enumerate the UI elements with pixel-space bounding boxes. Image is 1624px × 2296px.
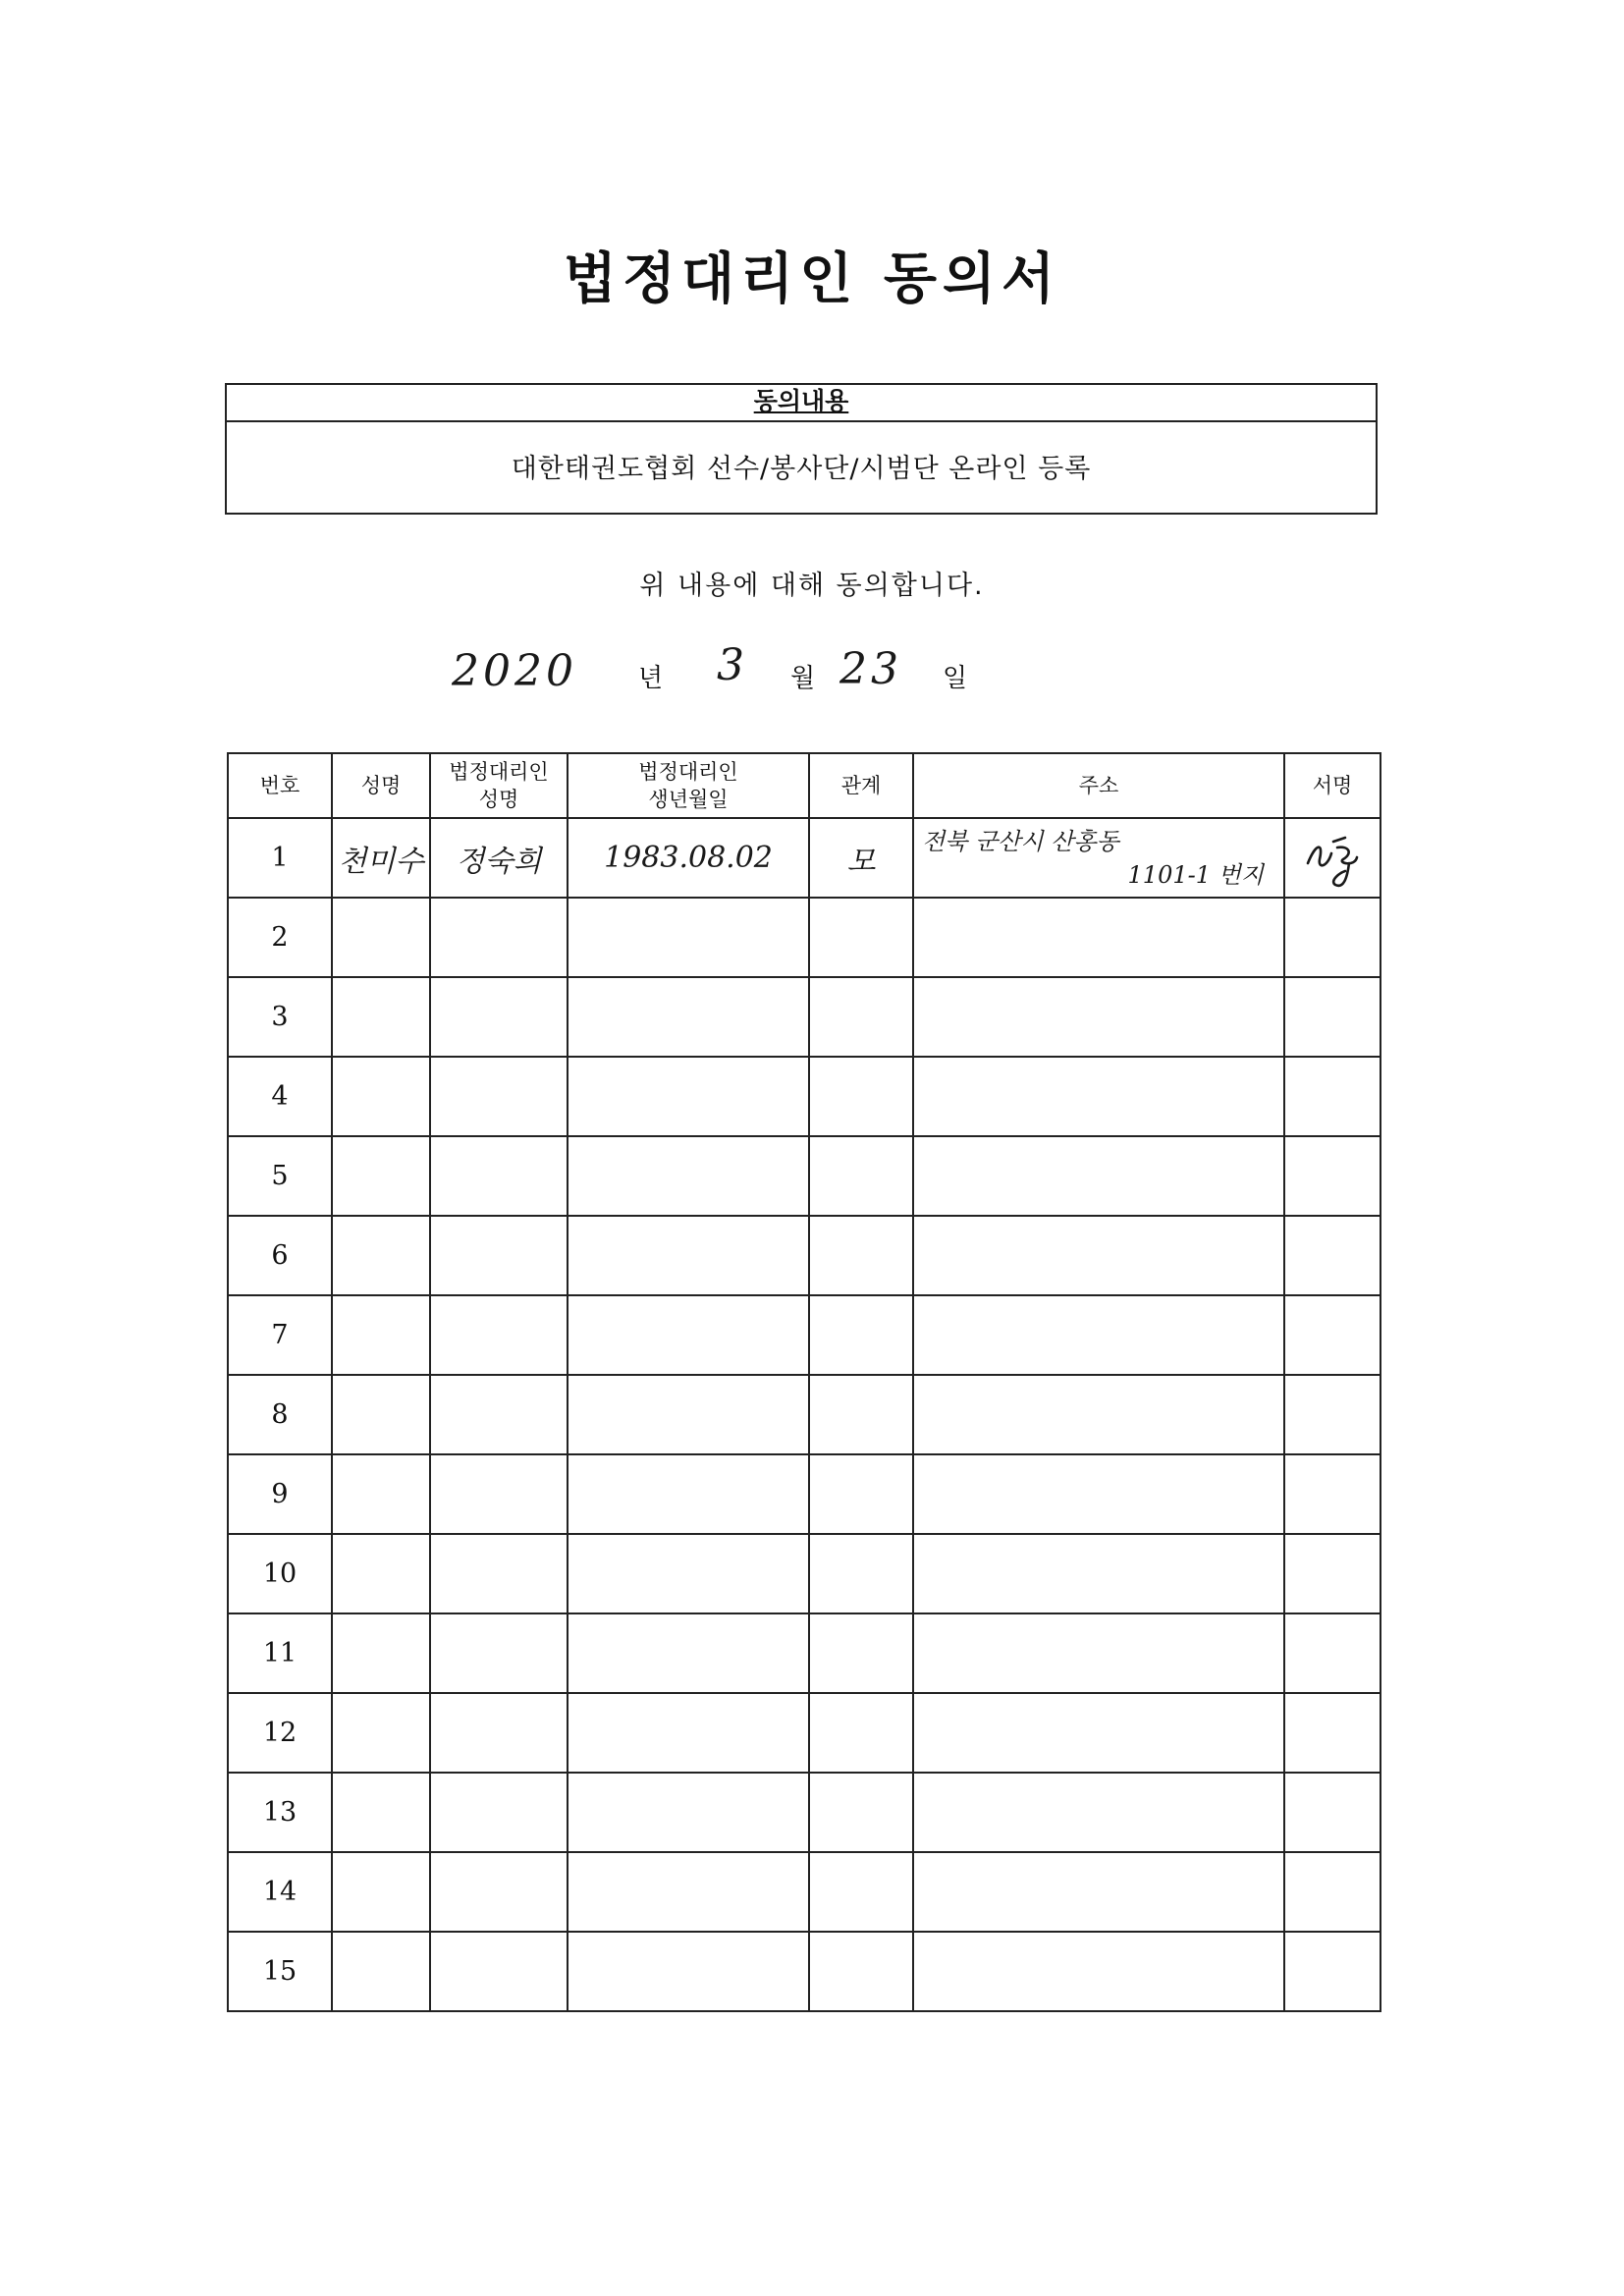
cell-name bbox=[332, 1057, 430, 1136]
cell-name bbox=[332, 1375, 430, 1454]
header-address: 주소 bbox=[913, 753, 1284, 818]
consent-header: 동의내용 bbox=[227, 385, 1376, 422]
cell-no: 1 bbox=[228, 818, 332, 898]
cell-name bbox=[332, 1534, 430, 1613]
cell-address bbox=[913, 818, 1284, 898]
cell-guardian-birth bbox=[568, 1693, 809, 1773]
cell-address bbox=[913, 977, 1284, 1057]
table-row bbox=[228, 1136, 1380, 1216]
header-name: 성명 bbox=[332, 753, 430, 818]
cell-no: 5 bbox=[228, 1136, 332, 1216]
agree-statement: 위 내용에 대해 동의합니다. bbox=[639, 571, 985, 601]
header-guardian-birth: 법정대리인 생년월일 bbox=[568, 753, 809, 818]
cell-address bbox=[913, 1852, 1284, 1932]
cell-relation bbox=[809, 1693, 913, 1773]
cell-no: 9 bbox=[228, 1454, 332, 1534]
table-row bbox=[228, 1216, 1380, 1295]
cell-address bbox=[913, 1613, 1284, 1693]
table-row bbox=[228, 1057, 1380, 1136]
signature-mark bbox=[1298, 824, 1367, 893]
cell-no: 6 bbox=[228, 1216, 332, 1295]
cell-relation bbox=[809, 1057, 913, 1136]
cell-name bbox=[332, 977, 430, 1057]
cell-guardian-name bbox=[430, 1057, 568, 1136]
cell-signature bbox=[1284, 818, 1380, 898]
header-guardian-name: 법정대리인 성명 bbox=[430, 753, 568, 818]
table-row bbox=[228, 1693, 1380, 1773]
cell-guardian-name bbox=[430, 1773, 568, 1852]
table-row bbox=[228, 1454, 1380, 1534]
table-row bbox=[228, 1375, 1380, 1454]
table-row bbox=[228, 1295, 1380, 1375]
cell-relation bbox=[809, 1773, 913, 1852]
cell-relation bbox=[809, 977, 913, 1057]
cell-guardian-name bbox=[430, 1613, 568, 1693]
cell-signature bbox=[1284, 1773, 1380, 1852]
cell-guardian-birth bbox=[568, 977, 809, 1057]
cell-guardian-name bbox=[430, 1136, 568, 1216]
cell-address bbox=[913, 1057, 1284, 1136]
cell-guardian-name bbox=[430, 1932, 568, 2011]
cell-name bbox=[332, 1773, 430, 1852]
cell-guardian-birth bbox=[568, 898, 809, 977]
cell-signature bbox=[1284, 1216, 1380, 1295]
cell-relation bbox=[809, 1216, 913, 1295]
cell-no: 8 bbox=[228, 1375, 332, 1454]
cell-no: 11 bbox=[228, 1613, 332, 1693]
cell-guardian-name bbox=[430, 898, 568, 977]
cell-no: 3 bbox=[228, 977, 332, 1057]
table-row bbox=[228, 818, 1380, 898]
cell-guardian-name bbox=[430, 1534, 568, 1613]
table-row bbox=[228, 977, 1380, 1057]
header-no: 번호 bbox=[228, 753, 332, 818]
header-relation: 관계 bbox=[809, 753, 913, 818]
cell-name bbox=[332, 1613, 430, 1693]
cell-guardian-name bbox=[430, 1852, 568, 1932]
cell-relation bbox=[809, 1613, 913, 1693]
cell-signature bbox=[1284, 1057, 1380, 1136]
cell-address bbox=[913, 1136, 1284, 1216]
cell-guardian-name bbox=[430, 977, 568, 1057]
cell-relation bbox=[809, 1375, 913, 1454]
cell-address bbox=[913, 1693, 1284, 1773]
cell-no: 2 bbox=[228, 898, 332, 977]
date-day: 23 bbox=[839, 644, 902, 694]
date-row bbox=[452, 640, 1001, 709]
cell-signature bbox=[1284, 898, 1380, 977]
cell-guardian-birth bbox=[568, 1295, 809, 1375]
cell-address bbox=[913, 1454, 1284, 1534]
table-row bbox=[228, 1534, 1380, 1613]
cell-name bbox=[332, 1216, 430, 1295]
cell-relation bbox=[809, 1534, 913, 1613]
cell-address bbox=[913, 1932, 1284, 2011]
cell-signature bbox=[1284, 1454, 1380, 1534]
cell-relation bbox=[809, 1932, 913, 2011]
date-month: 3 bbox=[717, 640, 748, 690]
cell-name: 천미수 bbox=[332, 818, 430, 898]
date-year: 2020 bbox=[452, 646, 577, 696]
address-line-2: 1101-1 번지 bbox=[1127, 860, 1264, 889]
cell-address bbox=[913, 1295, 1284, 1375]
cell-guardian-name bbox=[430, 1693, 568, 1773]
cell-address bbox=[913, 898, 1284, 977]
cell-address bbox=[913, 1375, 1284, 1454]
date-year-label: 년 bbox=[638, 664, 664, 693]
cell-signature bbox=[1284, 1534, 1380, 1613]
cell-signature bbox=[1284, 1613, 1380, 1693]
cell-signature bbox=[1284, 1136, 1380, 1216]
cell-guardian-name bbox=[430, 1295, 568, 1375]
date-month-label: 월 bbox=[790, 664, 816, 693]
table-row bbox=[228, 898, 1380, 977]
cell-guardian-birth bbox=[568, 1852, 809, 1932]
cell-signature bbox=[1284, 1932, 1380, 2011]
cell-guardian-birth bbox=[568, 1136, 809, 1216]
document-title: 법정대리인 동의서 bbox=[563, 247, 1061, 311]
cell-address bbox=[913, 1216, 1284, 1295]
table-row bbox=[228, 1932, 1380, 2011]
cell-no: 7 bbox=[228, 1295, 332, 1375]
cell-name bbox=[332, 1693, 430, 1773]
consent-box bbox=[225, 383, 1378, 515]
cell-relation bbox=[809, 1295, 913, 1375]
date-day-label: 일 bbox=[943, 664, 968, 693]
cell-no: 4 bbox=[228, 1057, 332, 1136]
cell-name bbox=[332, 1454, 430, 1534]
cell-name bbox=[332, 1295, 430, 1375]
cell-signature bbox=[1284, 1852, 1380, 1932]
consent-body: 대한태권도협회 선수/봉사단/시범단 온라인 등록 bbox=[511, 454, 1092, 484]
cell-name bbox=[332, 898, 430, 977]
cell-relation bbox=[809, 898, 913, 977]
cell-guardian-birth bbox=[568, 1057, 809, 1136]
cell-relation bbox=[809, 1454, 913, 1534]
cell-no: 10 bbox=[228, 1534, 332, 1613]
cell-address bbox=[913, 1534, 1284, 1613]
cell-relation bbox=[809, 1136, 913, 1216]
guardian-table bbox=[227, 752, 1381, 2012]
cell-guardian-name bbox=[430, 1375, 568, 1454]
cell-guardian-name bbox=[430, 1216, 568, 1295]
cell-no: 13 bbox=[228, 1773, 332, 1852]
table-header-row bbox=[228, 753, 1380, 818]
table-row bbox=[228, 1613, 1380, 1693]
cell-guardian-birth bbox=[568, 1375, 809, 1454]
cell-name bbox=[332, 1932, 430, 2011]
cell-relation: 모 bbox=[809, 818, 913, 898]
cell-guardian-name bbox=[430, 1454, 568, 1534]
cell-no: 14 bbox=[228, 1852, 332, 1932]
cell-signature bbox=[1284, 1295, 1380, 1375]
cell-guardian-birth bbox=[568, 1534, 809, 1613]
header-signature: 서명 bbox=[1284, 753, 1380, 818]
cell-guardian-birth bbox=[568, 1216, 809, 1295]
cell-no: 15 bbox=[228, 1932, 332, 2011]
address-line-1: 전북 군산시 산홍동 bbox=[922, 827, 1119, 855]
cell-address bbox=[913, 1773, 1284, 1852]
cell-guardian-name: 정숙희 bbox=[430, 818, 568, 898]
cell-no: 12 bbox=[228, 1693, 332, 1773]
table-row bbox=[228, 1852, 1380, 1932]
cell-guardian-birth bbox=[568, 1454, 809, 1534]
cell-guardian-birth bbox=[568, 1932, 809, 2011]
cell-relation bbox=[809, 1852, 913, 1932]
cell-name bbox=[332, 1852, 430, 1932]
table-row bbox=[228, 1773, 1380, 1852]
cell-guardian-birth bbox=[568, 1773, 809, 1852]
cell-signature bbox=[1284, 977, 1380, 1057]
cell-signature bbox=[1284, 1375, 1380, 1454]
cell-guardian-birth bbox=[568, 1613, 809, 1693]
cell-signature bbox=[1284, 1693, 1380, 1773]
cell-name bbox=[332, 1136, 430, 1216]
cell-guardian-birth: 1983.08.02 bbox=[568, 818, 809, 898]
